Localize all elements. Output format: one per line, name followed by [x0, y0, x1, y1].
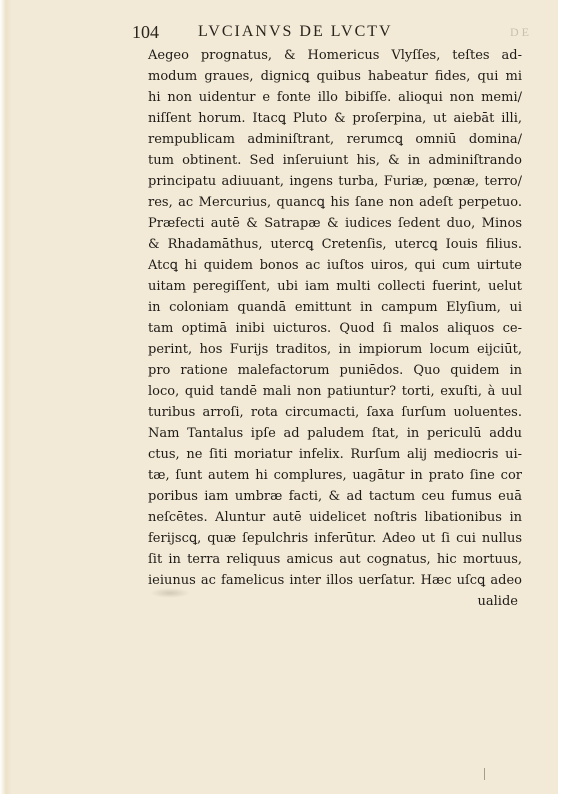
bleed-through-text: DE	[510, 25, 532, 39]
text-line: ferijscꝗ, quæ ſepulchris inferūtur. Adeo ut ſi cui nullus	[148, 531, 522, 546]
text-line: ctus, ne ſiti moriatur infelix. Rurſum alij mediocris ui-	[148, 447, 522, 462]
text-line: & Rhadamāthus, utercꝗ Cretenſis, utercꝗ Iouis filius.	[148, 237, 522, 252]
text-line: uitam peregiſſent, ubi iam multi collecti fuerint, uelut	[148, 279, 522, 294]
catchword: ualide	[477, 594, 518, 609]
text-line: in coloniam quandā emittunt in campum Elyſium, ui	[148, 300, 522, 315]
text-line: Atcꝗ hi quidem bonos ac iuſtos uiros, qui cum uirtute	[148, 258, 522, 273]
text-line: poribus iam umbræ facti, & ad tactum ceu fumus euā	[148, 489, 522, 504]
text-line: niſſent horum. Itacꝗ Pluto & proſerpina, ut aiebāt illi,	[148, 111, 522, 126]
text-line: turibus arroſi, rota circumacti, ſaxa ſurſum uoluentes.	[148, 405, 522, 420]
text-line: Præfecti autē & Satrapæ & iudices ſedent duo, Minos	[148, 216, 522, 231]
ink-smudge	[150, 588, 190, 598]
text-line: ſit in terra reliquus amicus aut cognatus, hic mortuus,	[148, 552, 522, 567]
text-line: Aegeo prognatus, & Homericus Vlyſſes, teſtes ad-	[148, 48, 522, 63]
body-text	[148, 45, 522, 612]
page-number: 104	[132, 22, 159, 42]
text-line: Nam Tantalus ipſe ad paludem ſtat, in periculū addu	[148, 426, 522, 441]
running-title: LVCIANVS DE LVCTV	[198, 23, 393, 40]
text-line: tæ, ſunt autem hi complures, uagātur in prato ſine cor	[148, 468, 522, 483]
page-left-edge	[0, 0, 12, 800]
page-bottom-edge	[0, 794, 564, 800]
running-head	[132, 20, 532, 44]
text-line: tam optimā inibi uicturos. Quod ſi malos aliquos ce-	[148, 321, 522, 336]
text-line: modum graues, dignicꝗ quibus habeatur fides, qui mi	[148, 69, 522, 84]
text-line: neſcētes. Aluntur autē uidelicet noſtris libationibus in	[148, 510, 522, 525]
ink-mark	[484, 768, 491, 780]
text-line: ieiunus ac famelicus inter illos uerſatur. Hæc uſcꝗ adeo	[148, 573, 522, 588]
text-line: principatu adiuuant, ingens turba, Furiæ, pœnæ, terro/	[148, 174, 522, 189]
page-right-edge	[558, 0, 564, 800]
text-line: tum obtinent. Sed inſeruiunt his, & in adminiſtrando	[148, 153, 522, 168]
text-line: perint, hos Furijs traditos, in impiorum locum eijciūt,	[148, 342, 522, 357]
text-line: rempublicam adminiſtrant, rerumcꝗ omniū domina/	[148, 132, 522, 147]
text-line: pro ratione malefactorum puniēdos. Quo quidem in	[148, 363, 522, 378]
text-line: res, ac Mercurius, quancꝗ his ſane non adeſt perpetuo.	[148, 195, 522, 210]
text-line: loco, quid tandē mali non patiuntur? torti, exuſti, à uul	[148, 384, 522, 399]
text-line: hi non uidentur e fonte illo bibiſſe. alioqui non memi/	[148, 90, 522, 105]
